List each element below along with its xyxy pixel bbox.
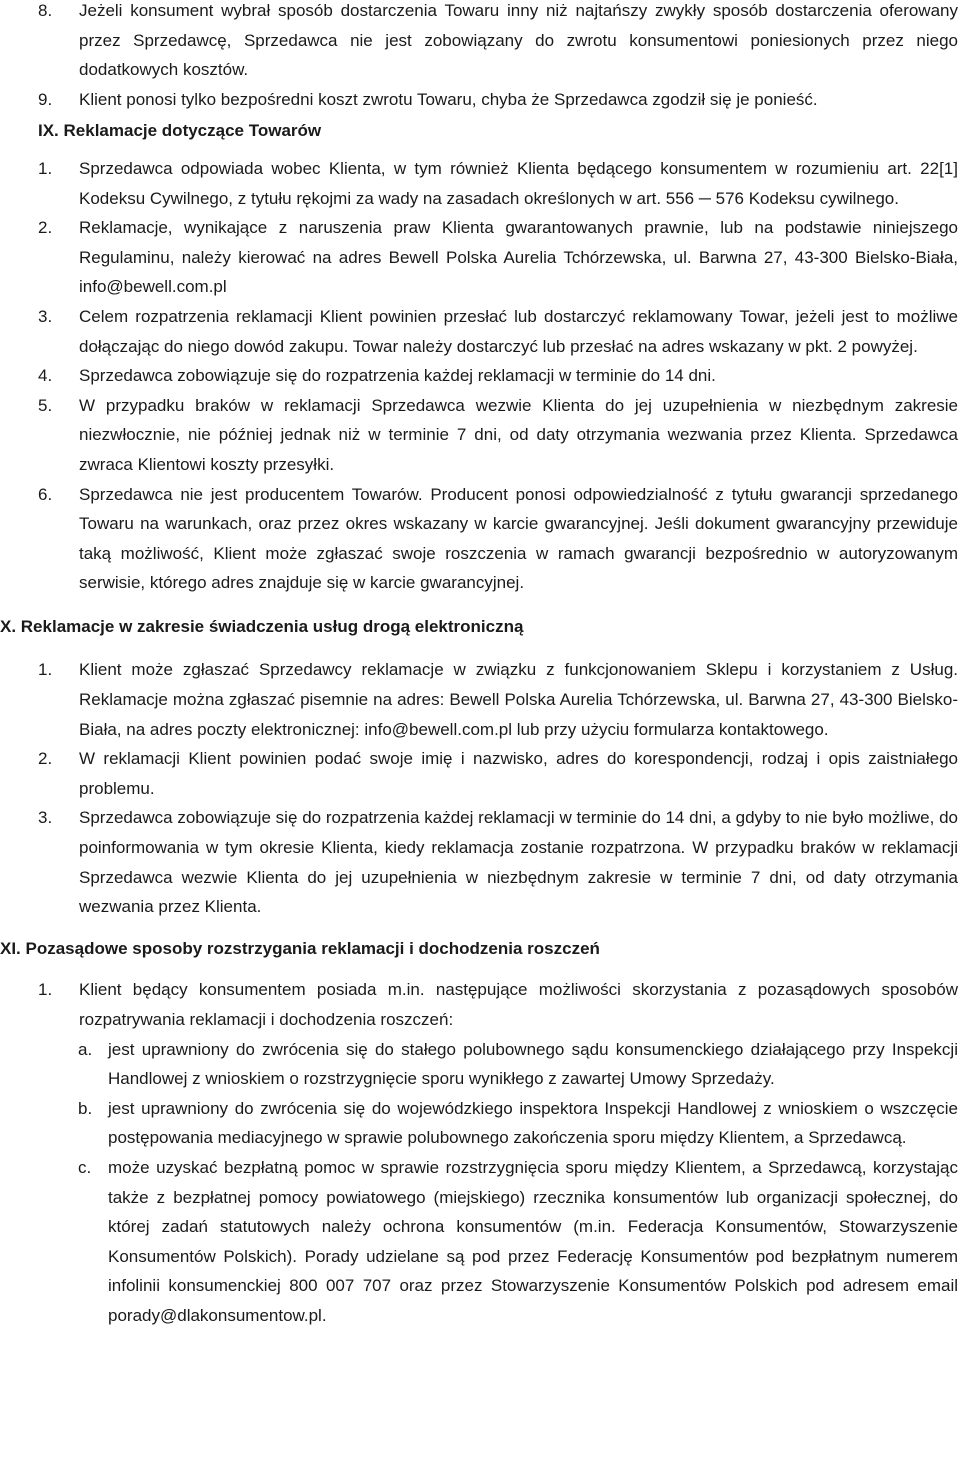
item-text: Klient może zgłaszać Sprzedawcy reklamacje w związku z funkcjonowaniem Sklepu i korzystaniem z Usług. Reklamacje można zgłaszać pisemnie na adres: Bewell Polska Aurelia Tchórzewska, ul. Barwna 27, 43-300 Bielsko-Biała, na adres poczty elektronicznej: info@bewell.com.pl lub przy użyciu formularza kontaktowego. <box>79 660 958 739</box>
list-item-9 <box>0 85 958 115</box>
item-text: Klient będący konsumentem posiada m.in. następujące możliwości skorzystania z pozasądowych sposobów rozpatrywania reklamacji i dochodzenia roszczeń: <box>79 980 958 1029</box>
section-heading-x: X. Reklamacje w zakresie świadczenia usług drogą elektroniczną <box>0 616 524 636</box>
item-letter: c. <box>78 1157 92 1177</box>
item-text: jest uprawniony do zwrócenia się do wojewódzkiego inspektora Inspekcji Handlowej z wnioskiem o wszczęcie postępowania mediacyjnego w sprawie polubownego zakończenia sporu między Klientem, a Sprzedawcą. <box>108 1098 958 1148</box>
sub-list-item <box>0 1035 958 1094</box>
item-number: 2. <box>38 749 53 769</box>
item-number: 3. <box>38 306 53 326</box>
list-item <box>0 655 958 744</box>
list-item <box>0 975 958 1034</box>
item-text: Sprzedawca zobowiązuje się do rozpatrzenia każdej reklamacji w terminie do 14 dni. <box>79 366 716 386</box>
sub-list-item <box>0 1094 958 1153</box>
list-item <box>0 391 958 480</box>
item-letter: a. <box>78 1039 93 1059</box>
list-item <box>0 803 958 921</box>
list-item <box>0 213 958 302</box>
item-text: Klient ponosi tylko bezpośredni koszt zwrotu Towaru, chyba że Sprzedawca zgodził się je ponieść. <box>79 89 818 109</box>
item-text: W przypadku braków w reklamacji Sprzedawca wezwie Klienta do jej uzupełnienia w niezbędnym zakresie niezwłocznie, nie później jednak niż w terminie 7 dni, od daty otrzymania wezwania przez Klienta. Sprzedawca zwraca Klientowi koszty przesyłki. <box>79 395 958 474</box>
list-item <box>0 480 958 598</box>
item-text: Sprzedawca zobowiązuje się do rozpatrzenia każdej reklamacji w terminie do 14 dni, a gdyby to nie było możliwe, do poinformowania w tym okresie Klienta, kiedy reklamacja zostanie rozpatrzona. W przypadku braków w reklamacji Sprzedawca wezwie Klienta do jej uzupełnienia w niezbędnym zakresie w terminie 7 dni, od daty otrzymania wezwania przez Klienta. <box>79 808 958 917</box>
list-item <box>0 302 958 361</box>
item-letter: b. <box>78 1098 93 1118</box>
item-number: 8. <box>38 1 53 20</box>
item-number: 1. <box>38 980 53 1000</box>
list-item <box>0 744 958 803</box>
item-number: 1. <box>38 158 53 178</box>
item-number: 9. <box>38 89 53 109</box>
item-number: 5. <box>38 395 53 415</box>
item-number: 3. <box>38 808 53 828</box>
item-number: 4. <box>38 366 53 386</box>
item-number: 6. <box>38 484 53 504</box>
item-text: Sprzedawca odpowiada wobec Klienta, w tym również Klienta będącego konsumentem w rozumieniu art. 22[1] Kodeksu Cywilnego, z tytułu rękojmi za wady na zasadach określonych w art. 556 ─ 576 Kodeksu cywilnego. <box>79 158 958 208</box>
sub-list-item <box>0 1153 958 1331</box>
item-text: W reklamacji Klient powinien podać swoje imię i nazwisko, adres do korespondencji, rodzaj i opis zaistniałego problemu. <box>79 749 958 798</box>
item-number: 2. <box>38 218 53 238</box>
item-text: Celem rozpatrzenia reklamacji Klient powinien przesłać lub dostarczyć reklamowany Towar, jeżeli jest to możliwe dołączając do niego dowód zakupu. Towar należy dostarczyć lub przesłać na adres wskazany w pkt. 2 powyżej. <box>79 306 958 356</box>
item-text: może uzyskać bezpłatną pomoc w sprawie rozstrzygnięcia sporu między Klientem, a Sprzedawcą, korzystając także z bezpłatnej pomocy powiatowego (miejskiego) rzecznika konsumentów lub organizacji społecznej, do której zadań statutowych należy ochrona konsumentów (m.in. Federacja Konsumentów, Stowarzyszenie Konsumentów Polskich). Porady udzielane są pod przez Federację Konsumentów pod bezpłatnym numerem infolinii konsumenckiej 800 007 707 oraz przez Stowarzyszenie Konsumentów Polskich pod adresem email porady@dlakonsumentow.pl. <box>108 1157 958 1325</box>
section-heading-ix: IX. Reklamacje dotyczące Towarów <box>38 121 322 141</box>
item-text: Reklamacje, wynikające z naruszenia praw Klienta gwarantowanych prawnie, lub na podstawie niniejszego Regulaminu, należy kierować na adres Bewell Polska Aurelia Tchórzewska, ul. Barwna 27, 43-300 Bielsko-Biała, info@bewell.com.pl <box>79 218 958 297</box>
list-item <box>0 154 958 213</box>
item-text: Jeżeli konsument wybrał sposób dostarczenia Towaru inny niż najtańszy zwykły sposób dostarczenia oferowany przez Sprzedawcę, Sprzedawca nie jest zobowiązany do zwrotu konsumentowi poniesionych przez niego dodatkowych kosztów. <box>79 1 958 80</box>
section-heading-xi: XI. Pozasądowe sposoby rozstrzygania reklamacji i dochodzenia roszczeń <box>0 938 600 958</box>
list-item <box>0 361 958 391</box>
item-number: 1. <box>38 660 53 680</box>
item-text: Sprzedawca nie jest producentem Towarów. Producent ponosi odpowiedzialność z tytułu gwarancji sprzedanego Towaru na warunkach, oraz przez okres wskazany w karcie gwarancyjnej. Jeśli dokument gwarancyjny przewiduje taką możliwość, Klient może zgłaszać swoje roszczenia w ramach gwarancji bezpośrednio w autoryzowanym serwisie, którego adres znajduje się w karcie gwarancyjnej. <box>79 484 958 593</box>
list-item-8 <box>0 0 958 85</box>
item-text: jest uprawniony do zwrócenia się do stałego polubownego sądu konsumenckiego działającego przy Inspekcji Handlowej z wnioskiem o rozstrzygnięcie sporu wynikłego z zawartej Umowy Sprzedaży. <box>108 1039 958 1089</box>
